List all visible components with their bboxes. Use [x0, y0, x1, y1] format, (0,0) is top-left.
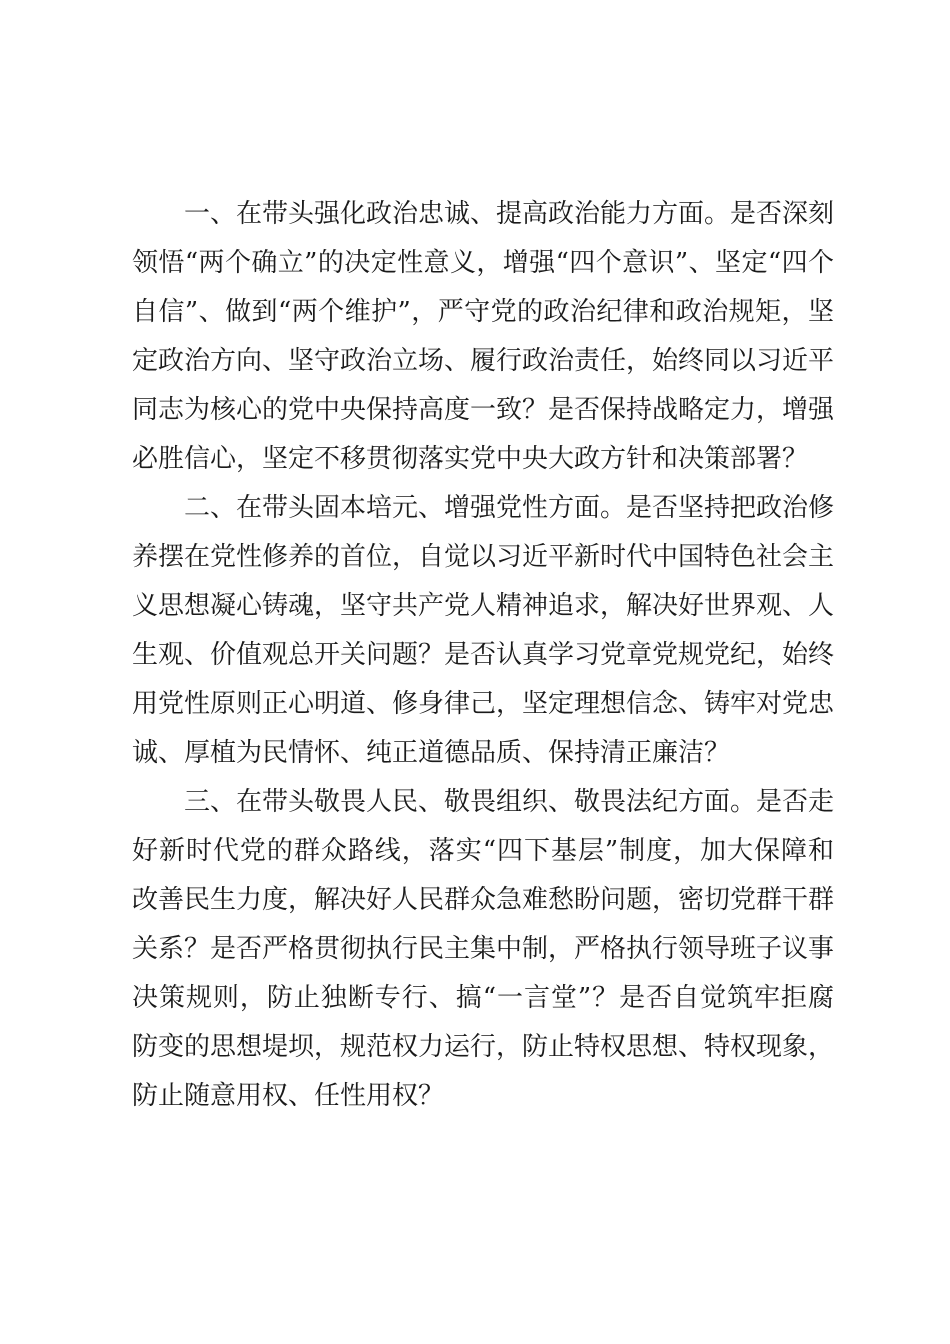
- document-body: [132, 190, 834, 1121]
- paragraph-2: 二、在带头固本培元、增强党性方面。是否坚持把政治修养摆在党性修养的首位，自觉以习近平新时代中国特色社会主义思想凝心铸魂，坚守共产党人精神追求，解决好世界观、人生观、价值观总开关问题？是否认真学习党章党规党纪，始终用党性原则正心明道、修身律己，坚定理想信念、铸牢对党忠诚、厚植为民情怀、纯正道德品质、保持清正廉洁？: [132, 493, 835, 768]
- paragraph-3: 三、在带头敬畏人民、敬畏组织、敬畏法纪方面。是否走好新时代党的群众路线，落实“四下基层”制度，加大保障和改善民生力度，解决好人民群众急难愁盼问题，密切党群干群关系？是否严格贯彻执行民主集中制，严格执行领导班子议事决策规则，防止独断专行、搞“一言堂”？是否自觉筑牢拒腐防变的思想堤坝，规范权力运行，防止特权思想、特权现象，防止随意用权、任性用权？: [132, 787, 835, 1111]
- paragraph-1: 一、在带头强化政治忠诚、提高政治能力方面。是否深刻领悟“两个确立”的决定性意义，增强“四个意识”、坚定“四个自信”、做到“两个维护”，严守党的政治纪律和政治规矩，坚定政治方向、坚守政治立场、履行政治责任，始终同以习近平同志为核心的党中央保持高度一致？是否保持战略定力，增强必胜信心，坚定不移贯彻落实党中央大政方针和决策部署？: [132, 199, 835, 474]
